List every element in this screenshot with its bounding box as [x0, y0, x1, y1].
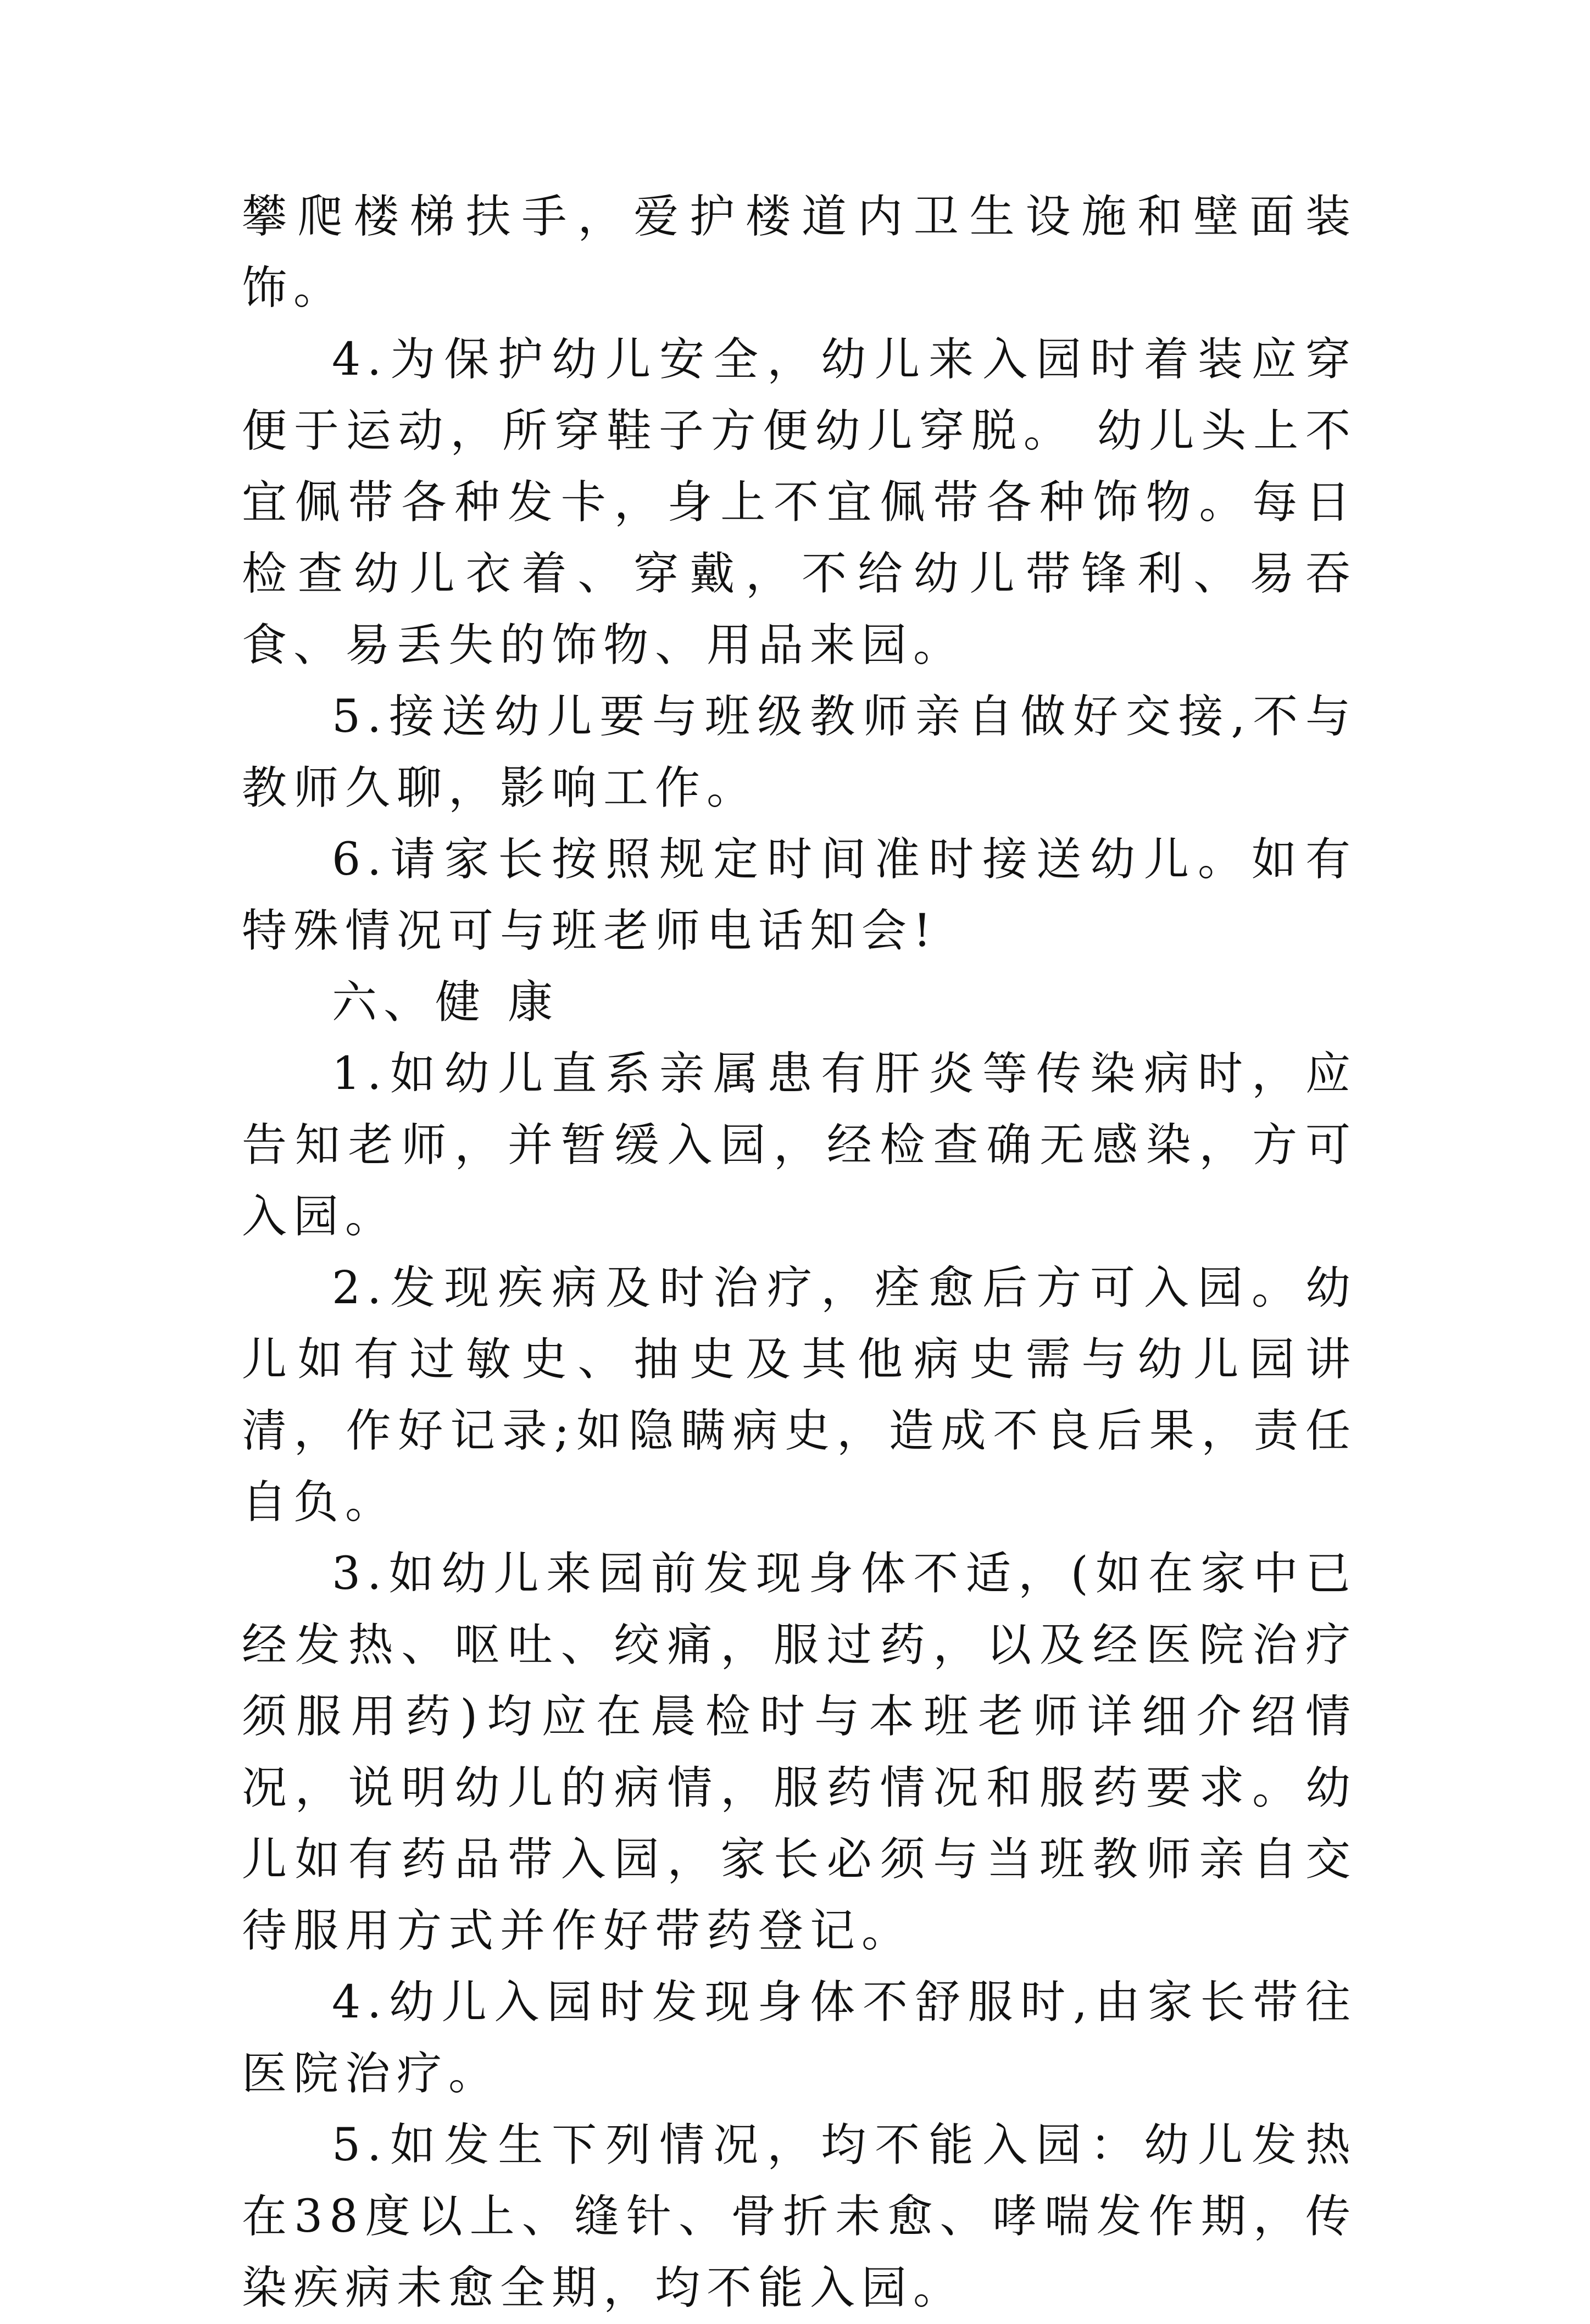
document-body [242, 181, 1357, 2324]
paragraph-health-item-3: 3.如幼儿来园前发现身体不适，(如在家中已经发热、呕吐、绞痛，服过药，以及经医院治疗须服用药)均应在晨检时与本班老师详细介绍情况，说明幼儿的病情，服药情况和服药要求。幼儿如有药品带入园，家长必须与当班教师亲自交待服用方式并作好带药登记。 [242, 1548, 1357, 1957]
paragraph-health-item-1: 1.如幼儿直系亲属患有肝炎等传染病时，应告知老师，并暂缓入园，经检查确无感染，方可入园。 [242, 1048, 1357, 1243]
paragraph-item-6-pickup-time: 6.请家长按照规定时间准时接送幼儿。如有特殊情况可与班老师电话知会! [242, 833, 1357, 957]
paragraph-health-item-5: 5.如发生下列情况，均不能入园：幼儿发热在38度以上、缝针、骨折未愈、哮喘发作期，传染疾病未愈全期，均不能入园。 [242, 2119, 1357, 2314]
section-heading-health: 六、健 康 [332, 976, 560, 1028]
paragraph-continuation: 攀爬楼梯扶手，爱护楼道内卫生设施和壁面装饰。 [242, 191, 1357, 314]
paragraph-item-4-attire: 4.为保护幼儿安全，幼儿来入园时着装应穿便于运动，所穿鞋子方便幼儿穿脱。 幼儿头上不宜佩带各种发卡，身上不宜佩带各种饰物。每日检查幼儿衣着、穿戴，不给幼儿带锋利、易吞食、易丢失的饰物、用品来园。 [242, 333, 1357, 671]
paragraph-health-item-2: 2.发现疾病及时治疗，痊愈后方可入园。幼儿如有过敏史、抽史及其他病史需与幼儿园讲清，作好记录;如隐瞒病史，造成不良后果，责任自负。 [242, 1262, 1357, 1528]
paragraph-health-item-4: 4.幼儿入园时发现身体不舒服时,由家长带往医院治疗。 [242, 1976, 1357, 2100]
paragraph-item-5-handover: 5.接送幼儿要与班级教师亲自做好交接,不与教师久聊，影响工作。 [242, 691, 1357, 814]
